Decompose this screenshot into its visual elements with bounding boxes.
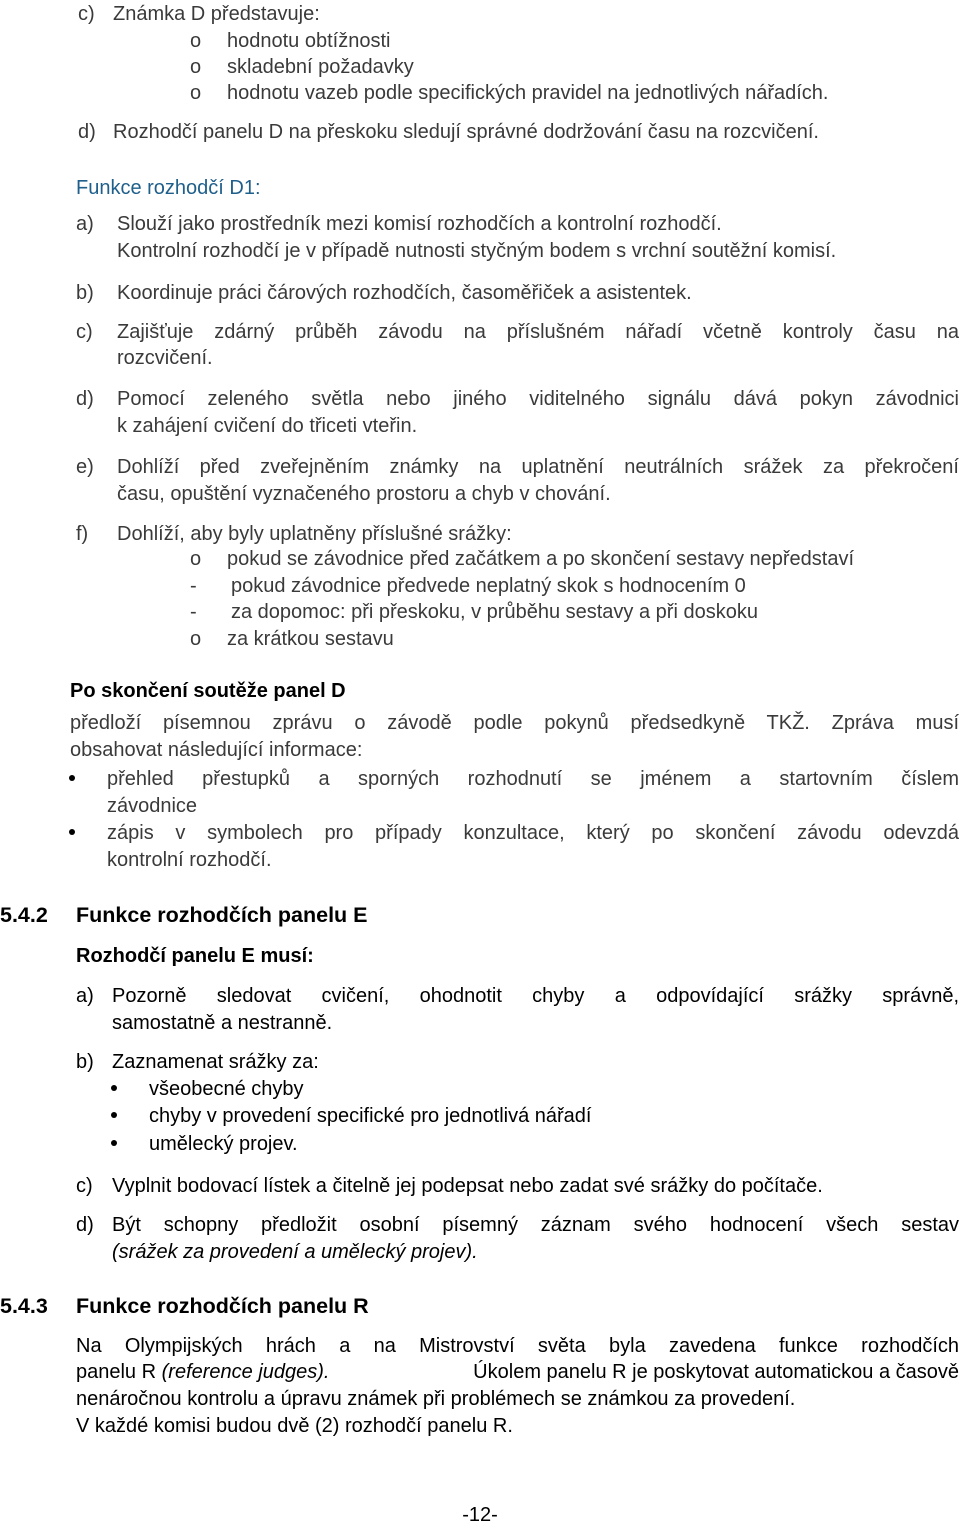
page-number: -12-	[462, 1504, 498, 1526]
s542-d-line1: Být schopny předložit osobní písemný záznam svého hodnocení všech sestav	[112, 1214, 959, 1236]
after-line1: předloží písemnou zprávu o závodě podle pokynů předsedkyně TKŽ. Zpráva musí	[70, 712, 959, 734]
d1-c-line2: rozcvičení.	[117, 347, 213, 369]
after-bullet-2-line2: kontrolní rozhodčí.	[107, 849, 272, 871]
d1-heading: Funkce rozhodčí D1:	[76, 177, 261, 199]
sub-item-text: pokud se závodnice před začátkem a po skončení sestavy nepředstaví	[227, 548, 855, 570]
after-bullet-1-line2: závodnice	[107, 795, 198, 817]
section-c-text: Známka D představuje:	[113, 3, 320, 25]
sub-item-text: za krátkou sestavu	[227, 628, 394, 650]
sub-item-text: skladební požadavky	[227, 56, 414, 78]
s542-marker-d: d)	[76, 1214, 94, 1236]
item-marker-d: d)	[78, 121, 96, 143]
d1-b-line1: Koordinuje práci čárových rozhodčích, časoměřiček a asistentek.	[117, 282, 692, 304]
s543-line2	[76, 1359, 959, 1385]
item-marker-c: c)	[78, 3, 95, 25]
d1-marker-c: c)	[76, 321, 93, 343]
after-heading: Po skončení soutěže panel D	[70, 680, 346, 702]
d1-e-line1: Dohlíží před zveřejněním známky na uplatnění neutrálních srážek za překročení	[117, 456, 959, 478]
s542-b-line1: Zaznamenat srážky za:	[112, 1051, 319, 1073]
s543-line3: nenáročnou kontrolu a úpravu známek při problémech se známkou za provedení.	[76, 1388, 796, 1410]
d1-marker-f: f)	[76, 523, 89, 545]
s542-d-line2: (srážek za provedení a umělecký projev).	[112, 1241, 478, 1263]
after-line2: obsahovat následující informace:	[70, 739, 363, 761]
s542-b-bullet: umělecký projev.	[149, 1133, 298, 1155]
sub-item-text: hodnotu obtížnosti	[227, 30, 391, 52]
s542-c-line1: Vyplnit bodovací lístek a čitelně jej podepsat nebo zadat své srážky do počítače.	[112, 1175, 823, 1197]
s542-b-bullet: všeobecné chyby	[149, 1078, 304, 1100]
section-title: Funkce rozhodčích panelu E	[76, 903, 368, 927]
sub-marker: o	[190, 82, 202, 104]
s543-line4: V každé komisi budou dvě (2) rozhodčí panelu R.	[76, 1415, 513, 1437]
sub-marker: o	[190, 628, 202, 650]
sub-marker: -	[190, 575, 197, 597]
sub-marker: -	[190, 601, 197, 623]
d1-c-line1: Zajišťuje zdárný průběh závodu na příslušném nářadí včetně kontroly času na	[117, 321, 959, 343]
s542-subheading: Rozhodčí panelu E musí:	[76, 945, 314, 967]
s542-marker-b: b)	[76, 1051, 94, 1073]
s542-b-bullet: chyby v provedení specifické pro jednotlivá nářadí	[149, 1105, 592, 1127]
sub-marker: o	[190, 548, 202, 570]
s542-a-line2: samostatně a nestranně.	[112, 1012, 333, 1034]
sub-marker: o	[190, 30, 202, 52]
d1-marker-e: e)	[76, 456, 94, 478]
after-bullet-1-line1: přehled přestupků a sporných rozhodnutí se jménem a startovním číslem	[107, 768, 959, 790]
d1-d-line2: k zahájení cvičení do třiceti vteřin.	[117, 415, 418, 437]
section-d-text: Rozhodčí panelu D na přeskoku sledují správné dodržování času na rozcvičení.	[113, 121, 819, 143]
sub-item-text: za dopomoc: při přeskoku, v průběhu sestavy a při doskoku	[231, 601, 758, 623]
sub-item-text: hodnotu vazeb podle specifických pravidel na jednotlivých nářadích.	[227, 82, 829, 104]
d1-marker-d: d)	[76, 388, 94, 410]
section-number: 5.4.2	[0, 903, 48, 927]
bullet-icon	[111, 1085, 117, 1091]
s542-marker-c: c)	[76, 1175, 93, 1197]
section-number: 5.4.3	[0, 1294, 48, 1318]
s542-marker-a: a)	[76, 985, 94, 1007]
bullet-icon	[69, 829, 75, 835]
sub-item-text: pokud závodnice předvede neplatný skok s hodnocením 0	[231, 575, 746, 597]
sub-marker: o	[190, 56, 202, 78]
after-bullet-2-line1: zápis v symbolech pro případy konzultace, který po skončení závodu odevzdá	[107, 822, 959, 844]
s542-a-line1: Pozorně sledovat cvičení, ohodnotit chyby a odpovídající srážky správně,	[112, 985, 959, 1007]
d1-d-line1: Pomocí zeleného světla nebo jiného viditelného signálu dává pokyn závodnici	[117, 388, 959, 410]
s543-reference-judges: (reference judges).	[161, 1361, 330, 1383]
d1-f-line1: Dohlíží, aby byly uplatněny příslušné srážky:	[117, 523, 512, 545]
d1-a-line2: Kontrolní rozhodčí je v případě nutnosti styčným bodem s vrchní soutěžní komisí.	[117, 240, 837, 262]
d1-marker-b: b)	[76, 282, 94, 304]
s543-line2-part: panelu R	[76, 1361, 162, 1383]
d1-a-line1: Slouží jako prostředník mezi komisí rozhodčích a kontrolní rozhodčí.	[117, 213, 722, 235]
section-title: Funkce rozhodčích panelu R	[76, 1294, 369, 1318]
bullet-icon	[111, 1112, 117, 1118]
d1-marker-a: a)	[76, 213, 94, 235]
d1-e-line2: času, opuštění vyznačeného prostoru a chyb v chování.	[117, 483, 611, 505]
bullet-icon	[111, 1140, 117, 1146]
bullet-icon	[69, 775, 75, 781]
s543-line2-part: Úkolem panelu R je poskytovat automatickou a časově	[467, 1361, 959, 1383]
s543-line1: Na Olympijských hrách a na Mistrovství světa byla zavedena funkce rozhodčích	[76, 1335, 959, 1357]
